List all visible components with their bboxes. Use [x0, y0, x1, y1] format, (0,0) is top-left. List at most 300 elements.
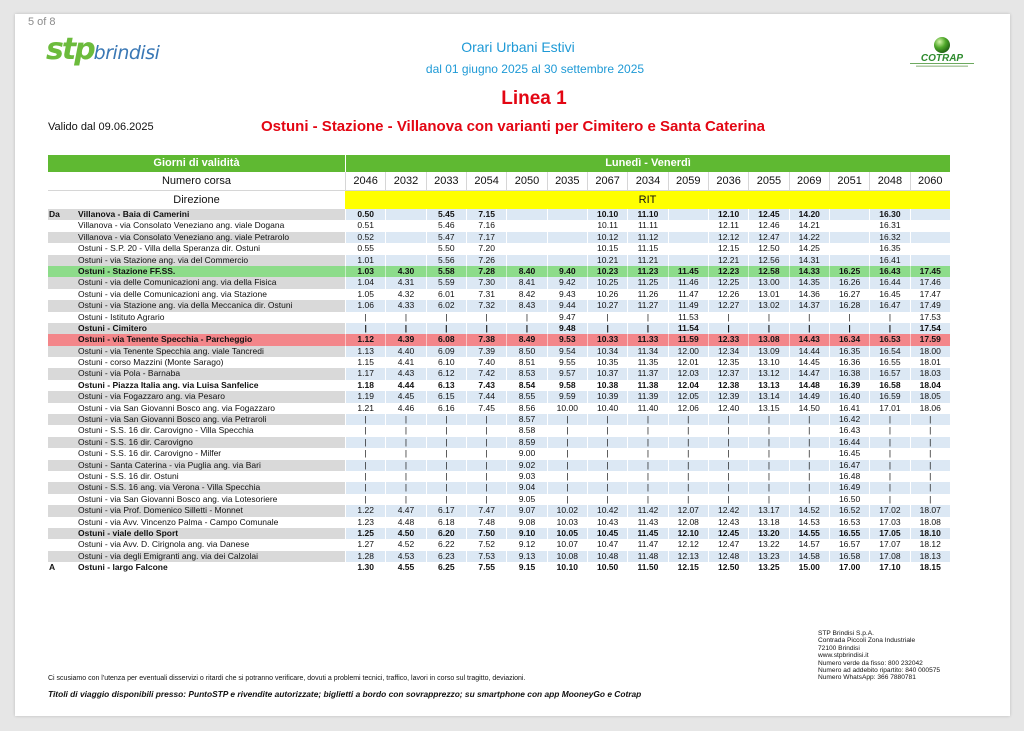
time-cell: | [708, 414, 748, 425]
stop-name: Ostuni - largo Falcone [78, 562, 168, 573]
endpoint-marker [48, 425, 75, 436]
cotrap-logo [902, 35, 982, 75]
time-cell: 12.01 [668, 357, 708, 368]
time-cell: 12.05 [668, 391, 708, 402]
direction-row [48, 191, 950, 209]
time-cell: | [668, 471, 708, 482]
time-cell: 13.10 [748, 357, 788, 368]
time-cell: 17.08 [869, 551, 909, 562]
time-cell: | [829, 323, 869, 334]
time-cell: 5.59 [426, 277, 466, 288]
table-row [48, 357, 950, 368]
time-cell: | [345, 494, 385, 505]
company-whatsapp: Numero WhatsApp: 366 7880781 [818, 674, 916, 682]
stop-name: Ostuni - corso Mazzini (Monte Sarago) [78, 357, 224, 368]
stop-name: Ostuni - via delle Comunicazioni ang. via Stazione [78, 288, 267, 299]
time-cell: 16.52 [829, 505, 869, 516]
time-cell: 6.12 [426, 368, 466, 379]
time-cell: 16.26 [829, 277, 869, 288]
time-cell: 10.07 [547, 539, 587, 550]
time-cell: 11.59 [668, 334, 708, 345]
time-cell: | [627, 323, 667, 334]
time-cell: | [748, 312, 788, 323]
table-row [48, 494, 950, 505]
time-cell: 10.39 [587, 391, 627, 402]
time-cell: 16.53 [869, 334, 909, 345]
time-cell: 7.39 [466, 346, 506, 357]
time-cell [385, 209, 425, 220]
time-cell: 16.49 [829, 482, 869, 493]
table-row [48, 551, 950, 562]
timetable [48, 155, 950, 574]
time-cell: 10.34 [587, 346, 627, 357]
time-cell: 4.53 [385, 551, 425, 562]
time-cell: | [426, 448, 466, 459]
time-cell: | [587, 437, 627, 448]
time-cell: 14.49 [789, 391, 829, 402]
time-cell: 18.05 [910, 391, 950, 402]
table-row [48, 220, 950, 231]
time-cell: 1.23 [345, 517, 385, 528]
line-number: Linea 1 [501, 88, 567, 109]
company-toll-free: Numero verde da fisso: 800 232042 [818, 659, 923, 667]
time-cell [506, 255, 546, 266]
run-number: 2036 [708, 172, 748, 190]
time-cell: 16.57 [869, 368, 909, 379]
time-cell: | [385, 460, 425, 471]
time-cell: 12.06 [668, 403, 708, 414]
stop-name: Ostuni - via San Giovanni Bosco ang. via Lotesoriere [78, 493, 278, 504]
validity-value: Lunedì - Venerdì [345, 155, 950, 172]
time-cell: 12.12 [708, 232, 748, 243]
time-cell: | [385, 482, 425, 493]
time-cell: | [627, 437, 667, 448]
time-cell: | [547, 414, 587, 425]
endpoint-marker [48, 312, 75, 323]
time-cell: 5.46 [426, 220, 466, 231]
time-cell: 8.53 [506, 368, 546, 379]
time-cell: | [345, 482, 385, 493]
time-cell: | [748, 482, 788, 493]
stop-name: Ostuni - S.S. 16 dir. Ostuni [78, 470, 179, 481]
time-cell: 17.00 [829, 562, 869, 573]
table-row [48, 380, 950, 391]
run-number: 2067 [587, 172, 627, 190]
time-cell: 12.47 [748, 232, 788, 243]
time-cell: 12.43 [708, 517, 748, 528]
time-cell: 11.21 [627, 255, 667, 266]
time-cell: 6.18 [426, 517, 466, 528]
table-row [48, 255, 950, 266]
time-cell [668, 220, 708, 231]
time-cell: 7.32 [466, 300, 506, 311]
time-cell: | [466, 312, 506, 323]
run-number: 2069 [789, 172, 829, 190]
time-cell: 10.26 [587, 289, 627, 300]
time-cell: | [426, 471, 466, 482]
time-cell: | [627, 448, 667, 459]
endpoint-marker [48, 551, 75, 562]
time-cell: 13.20 [748, 528, 788, 539]
time-cell: 6.20 [426, 528, 466, 539]
time-cell: | [587, 323, 627, 334]
time-cell: 7.31 [466, 289, 506, 300]
time-cell: 8.57 [506, 414, 546, 425]
time-cell: 8.41 [506, 277, 546, 288]
time-cell: 16.39 [829, 380, 869, 391]
time-cell: 12.50 [708, 562, 748, 573]
stop-name: Ostuni - Stazione FF.SS. [78, 265, 176, 276]
logo-wordmark: brindisi [93, 42, 160, 64]
time-cell: 17.02 [869, 505, 909, 516]
stop-name: Ostuni - via degli Emigranti ang. via dei Calzolai [75, 551, 345, 562]
time-cell: | [708, 448, 748, 459]
time-cell: 10.12 [587, 232, 627, 243]
run-number: 2050 [506, 172, 546, 190]
time-cell: | [627, 460, 667, 471]
time-cell: 7.52 [466, 539, 506, 550]
time-cell: 7.48 [466, 517, 506, 528]
time-cell: 4.31 [385, 277, 425, 288]
time-cell [910, 243, 950, 254]
route-name: Ostuni - Stazione - Villanova con varianti per Cimitero e Santa Caterina [260, 118, 766, 135]
time-cell: 11.34 [627, 346, 667, 357]
table-row [48, 334, 950, 345]
time-cell: | [748, 460, 788, 471]
time-cell: | [547, 425, 587, 436]
time-cell: 6.17 [426, 505, 466, 516]
time-cell: 16.41 [869, 255, 909, 266]
time-cell: 11.10 [627, 209, 667, 220]
time-cell: 12.15 [668, 562, 708, 573]
time-cell: 16.32 [869, 232, 909, 243]
time-cell: 11.46 [668, 277, 708, 288]
company-info [818, 630, 940, 682]
time-cell: | [385, 494, 425, 505]
time-cell: | [587, 448, 627, 459]
time-cell: 8.54 [506, 380, 546, 391]
time-cell: | [789, 471, 829, 482]
time-cell: 12.40 [708, 403, 748, 414]
time-cell: 11.40 [627, 403, 667, 414]
time-cell: 17.03 [869, 517, 909, 528]
time-cell: | [910, 482, 950, 493]
time-cell [668, 243, 708, 254]
time-cell: | [910, 425, 950, 436]
table-row [48, 528, 950, 539]
time-cell: | [708, 494, 748, 505]
time-cell: 8.58 [506, 425, 546, 436]
time-cell: 14.53 [789, 517, 829, 528]
time-cell: 9.44 [547, 300, 587, 311]
stop-name: Ostuni - Santa Caterina - via Puglia ang. via Bari [75, 460, 345, 471]
time-cell: 1.12 [345, 334, 385, 345]
time-cell: 16.43 [869, 266, 909, 277]
stop-name: Ostuni - via San Giovanni Bosco ang. via Petraroli [75, 414, 345, 425]
time-cell: 0.50 [345, 209, 385, 220]
time-cell: 14.48 [789, 380, 829, 391]
stop-name: Ostuni - S.S. 16 dir. Carovigno - Milfer [78, 448, 222, 459]
time-cell: | [426, 312, 466, 323]
time-cell: | [466, 323, 506, 334]
table-row [48, 517, 950, 528]
time-cell: 12.47 [708, 539, 748, 550]
time-cell: | [708, 312, 748, 323]
time-cell: | [869, 414, 909, 425]
time-cell: 4.40 [385, 346, 425, 357]
time-cell: 12.34 [708, 346, 748, 357]
company-website: www.stpbrindisi.it [818, 652, 869, 660]
time-cell: 10.50 [587, 562, 627, 573]
time-cell: | [748, 494, 788, 505]
time-cell: | [748, 471, 788, 482]
time-cell: 12.39 [708, 391, 748, 402]
time-cell: 16.54 [869, 346, 909, 357]
table-row [48, 300, 950, 311]
time-cell: 18.07 [910, 505, 950, 516]
time-cell: 11.45 [627, 528, 667, 539]
time-cell: 9.54 [547, 346, 587, 357]
time-cell: | [547, 482, 587, 493]
time-cell: | [587, 425, 627, 436]
time-cell: 11.53 [668, 312, 708, 323]
time-cell: | [627, 494, 667, 505]
time-cell: 7.30 [466, 277, 506, 288]
time-cell: 11.47 [627, 539, 667, 550]
time-cell: 18.06 [910, 403, 950, 414]
time-cell: | [789, 437, 829, 448]
time-cell: 7.38 [466, 334, 506, 345]
time-cell: 13.18 [748, 517, 788, 528]
time-cell: | [385, 312, 425, 323]
time-cell: 13.13 [748, 380, 788, 391]
time-cell: 11.48 [627, 551, 667, 562]
time-cell: 6.22 [426, 539, 466, 550]
stop-name: Ostuni - via Pola - Barnaba [75, 368, 345, 379]
time-cell [547, 232, 587, 243]
time-cell: | [466, 482, 506, 493]
endpoint-marker [48, 380, 75, 391]
time-cell: | [789, 414, 829, 425]
time-cell: | [869, 312, 909, 323]
endpoint-marker [48, 334, 75, 345]
valid-from: Valido dal 09.06.2025 [48, 121, 154, 133]
time-cell: 7.20 [466, 243, 506, 254]
table-row [48, 505, 950, 516]
time-cell: 9.40 [547, 266, 587, 277]
endpoint-marker [48, 528, 75, 539]
time-cell [506, 232, 546, 243]
time-cell: 16.55 [869, 357, 909, 368]
time-cell: 4.50 [385, 528, 425, 539]
time-cell: 7.28 [466, 266, 506, 277]
time-cell: 4.41 [385, 357, 425, 368]
time-cell: 1.15 [345, 357, 385, 368]
table-row [48, 391, 950, 402]
run-numbers [345, 172, 950, 190]
time-cell: | [748, 437, 788, 448]
time-cell: 4.33 [385, 300, 425, 311]
time-cell: | [426, 460, 466, 471]
time-cell: 6.16 [426, 403, 466, 414]
time-cell: 11.26 [627, 289, 667, 300]
time-cell: 17.47 [910, 289, 950, 300]
time-cell: 13.25 [748, 562, 788, 573]
time-cell: 4.52 [385, 539, 425, 550]
endpoint-marker [48, 277, 75, 288]
stop-name: Ostuni - via Stazione ang. via della Meccanica dir. Ostuni [75, 300, 345, 311]
time-cell: 18.00 [910, 346, 950, 357]
page-indicator: 5 of 8 [28, 16, 56, 28]
apology-note: Ci scusiamo con l'utenza per eventuali disservizi o ritardi che si potranno verificare, dovuti a problemi tecnici, traffico, lavori in corso sul tragitto, deviazioni. [48, 675, 526, 682]
time-cell: 14.58 [789, 551, 829, 562]
time-cell: 14.36 [789, 289, 829, 300]
time-cell: 9.59 [547, 391, 587, 402]
endpoint-marker [48, 403, 75, 414]
time-cell: | [345, 312, 385, 323]
endpoint-marker [48, 437, 75, 448]
time-cell: | [789, 312, 829, 323]
time-cell: 1.01 [345, 255, 385, 266]
endpoint-marker [48, 323, 75, 334]
time-cell: 16.45 [829, 448, 869, 459]
time-cell [668, 232, 708, 243]
endpoint-marker [48, 517, 75, 528]
time-cell [385, 243, 425, 254]
time-cell: | [789, 494, 829, 505]
time-cell: | [627, 471, 667, 482]
stop-name: Ostuni - Cimitero [75, 323, 345, 334]
time-cell: | [869, 448, 909, 459]
endpoint-marker [48, 368, 75, 379]
time-cell: 12.58 [748, 266, 788, 277]
time-cell: | [869, 494, 909, 505]
time-cell: | [668, 448, 708, 459]
time-cell: 13.09 [748, 346, 788, 357]
time-cell: 1.19 [345, 391, 385, 402]
time-cell: 1.03 [345, 266, 385, 277]
time-cell: 16.45 [869, 289, 909, 300]
time-cell: 5.45 [426, 209, 466, 220]
time-cell: 18.10 [910, 528, 950, 539]
time-cell: 10.25 [587, 277, 627, 288]
time-cell: | [910, 437, 950, 448]
time-cell: | [910, 414, 950, 425]
time-cell: | [385, 471, 425, 482]
time-cell: 11.37 [627, 368, 667, 379]
time-cell: 17.53 [910, 312, 950, 323]
time-cell: 16.59 [869, 391, 909, 402]
time-cell: 14.45 [789, 357, 829, 368]
time-cell: 10.08 [547, 551, 587, 562]
time-cell: 12.42 [708, 505, 748, 516]
time-cell: | [345, 448, 385, 459]
time-cell: 7.17 [466, 232, 506, 243]
run-number: 2048 [869, 172, 909, 190]
stop-name: Ostuni - Piazza Italia ang. via Luisa Sanfelice [78, 379, 259, 390]
time-cell: 14.33 [789, 266, 829, 277]
table-row [48, 209, 950, 220]
time-cell: 18.12 [910, 539, 950, 550]
time-cell: 1.18 [345, 380, 385, 391]
time-cell: 12.11 [708, 220, 748, 231]
stop-name: Ostuni - S.S. 16 ang. via Verona - Villa Specchia [75, 482, 345, 493]
time-cell: 8.50 [506, 346, 546, 357]
time-cell [385, 255, 425, 266]
time-cell [547, 255, 587, 266]
time-cell: 9.48 [547, 323, 587, 334]
time-cell: 8.49 [506, 334, 546, 345]
time-cell: 1.05 [345, 289, 385, 300]
tickets-note: Titoli di viaggio disponibili presso: PuntoSTP e rivendite autorizzate; biglietti a bordo con sovrapprezzo; su smartphone con app MooneyGo e Cotrap [48, 689, 642, 699]
time-cell: 8.55 [506, 391, 546, 402]
time-cell: | [910, 460, 950, 471]
time-cell: 17.10 [869, 562, 909, 573]
stop-name: Ostuni - via Avv. D. Cirignola ang. via Danese [78, 539, 250, 550]
time-cell: | [869, 482, 909, 493]
time-cell: 6.01 [426, 289, 466, 300]
time-cell: | [708, 471, 748, 482]
time-cell: 12.26 [708, 289, 748, 300]
time-cell: 14.25 [789, 243, 829, 254]
table-row [48, 425, 950, 436]
time-cell [506, 209, 546, 220]
table-row [48, 539, 950, 550]
time-cell: 16.38 [829, 368, 869, 379]
stop-name: Ostuni - S.P. 20 - Villa della Speranza dir. Ostuni [78, 243, 261, 254]
time-cell: 10.15 [587, 243, 627, 254]
time-cell: 17.05 [869, 528, 909, 539]
time-cell: 13.12 [748, 368, 788, 379]
time-cell: 9.53 [547, 334, 587, 345]
validity-label: Giorni di validità [153, 157, 240, 169]
time-cell [829, 243, 869, 254]
time-cell: 10.03 [547, 517, 587, 528]
endpoint-marker [48, 300, 75, 311]
time-cell: 17.07 [869, 539, 909, 550]
table-row [48, 312, 950, 323]
time-cell: | [506, 312, 546, 323]
time-cell: 16.53 [829, 517, 869, 528]
time-cell: 9.58 [547, 380, 587, 391]
time-cell: 16.40 [829, 391, 869, 402]
stop-name: Ostuni - S.S. 16 dir. Carovigno - Villa Specchia [78, 425, 254, 436]
table-row [48, 243, 950, 254]
time-cell: 7.45 [466, 403, 506, 414]
endpoint-marker [48, 243, 75, 254]
time-cell: 18.08 [910, 517, 950, 528]
stop-name: Villanova - Baia di Camerini [75, 209, 345, 220]
endpoint-marker [48, 414, 75, 425]
time-cell: | [869, 425, 909, 436]
time-cell: 9.47 [547, 312, 587, 323]
time-cell: 14.43 [789, 334, 829, 345]
time-cell: | [789, 482, 829, 493]
time-cell: 11.47 [668, 289, 708, 300]
globe-icon [934, 37, 950, 53]
time-cell: 7.26 [466, 255, 506, 266]
time-cell: 12.08 [668, 517, 708, 528]
time-cell: 13.01 [748, 289, 788, 300]
time-cell: 4.32 [385, 289, 425, 300]
time-cell: 12.38 [708, 380, 748, 391]
time-cell: | [587, 482, 627, 493]
time-cell: | [748, 425, 788, 436]
time-cell: 12.00 [668, 346, 708, 357]
endpoint-marker [48, 471, 75, 482]
time-cell: | [869, 437, 909, 448]
time-cell: 17.01 [869, 403, 909, 414]
